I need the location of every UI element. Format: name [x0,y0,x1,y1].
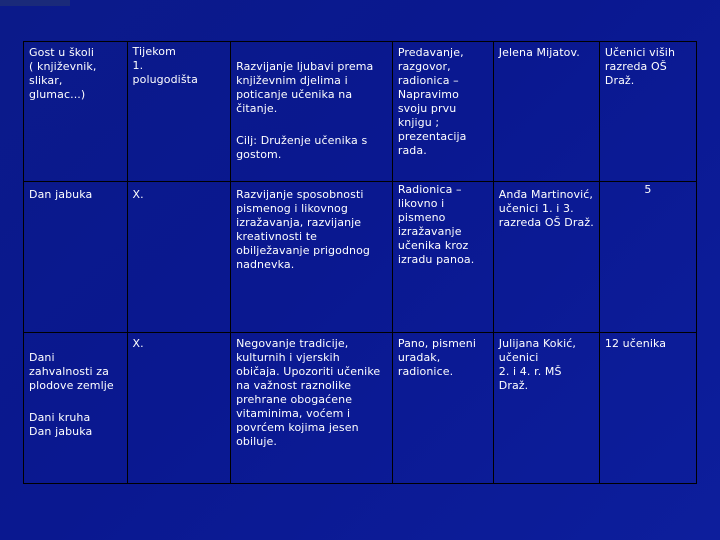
participants-text: 12 učenika [604,336,667,350]
time-text: X. [132,187,144,201]
method-cell [392,181,493,332]
participants-text: Učenici viših razreda OŠ Draž. [604,46,676,87]
activities-table [23,41,697,484]
participants-cell [599,332,696,483]
goal-text: Negovanje tradicije, kulturnih i vjerskih običaja. Upozoriti učenike na važnost raznolike prehrane obogaćene vitaminima, voćem i povrćem kojima jesen obiluje. [236,336,381,448]
method-cell [392,42,493,182]
leader-text: Jelena Mijatov. [498,46,580,59]
goal-text: Razvijanje sposobnosti pismenog i likovnog izražavanja, razvijanje kreativnosti te obilježavanje prigodnog nadnevka. [236,187,371,271]
goal-extra-text: Cilj: Druženje učenika s gostom. [236,134,368,161]
corner-accent [0,0,70,6]
method-text: Radionica – likovno i pismeno izražavanje učenika kroz izradu panoa. [397,182,475,266]
leader-text: Julijana Kokić, učenici 2. i 4. r. MŠ Draž. [498,336,576,392]
leader-cell [493,332,599,483]
goal-cell [231,42,393,182]
participants-cell [599,42,696,182]
time-cell [127,42,231,182]
time-cell [127,332,231,483]
time-cell [127,181,231,332]
leader-cell [493,42,599,182]
time-text: X. [132,336,144,350]
participants-text: 5 [644,182,652,196]
activity-text: Gost u školi ( književnik, slikar, glumac...) [29,46,97,101]
method-text: Predavanje, razgovor, radionica – Napravimo svoju prvu knjigu ; prezentacija rada. [397,46,467,157]
goal-cell [231,332,393,483]
method-text: Pano, pismeni uradak, radionice. [397,336,476,378]
method-cell [392,332,493,483]
time-text: Tijekom 1. polugodišta [132,45,198,86]
activity-cell [24,332,128,483]
activity-text: Dan jabuka [29,187,93,201]
table-row [24,332,697,483]
participants-cell [599,181,696,332]
goal-cell [231,181,393,332]
activity-extra-text: Dani kruha Dan jabuka [29,410,93,438]
activity-cell [24,42,128,182]
activity-cell [24,181,128,332]
goal-text: Razvijanje ljubavi prema književnim djelima i poticanje učenika na čitanje. [236,60,374,115]
leader-text: Anđa Martinović, učenici 1. i 3. razreda OŠ Draž. [498,187,594,229]
leader-cell [493,181,599,332]
activity-text: Dani zahvalnosti za plodove zemlje [29,350,114,392]
table-row [24,181,697,332]
table-row [24,42,697,182]
